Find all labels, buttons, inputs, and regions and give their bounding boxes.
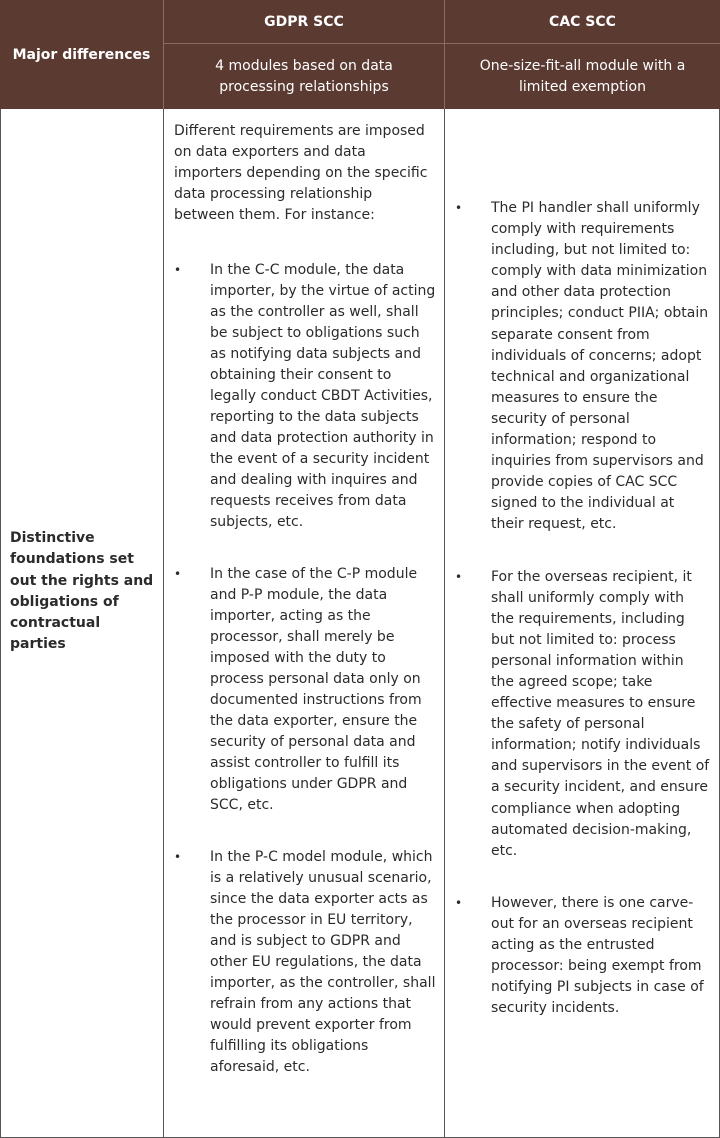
header-gdpr-subtitle: 4 modules based on data processing relationships bbox=[215, 58, 393, 95]
list-item bbox=[174, 260, 436, 533]
list-item-text: In the C-C module, the data importer, by the virtue of acting as the controller as well, shall be subject to obligations such as notifying data subjects and obtaining their consent to legally conduct CBDT Activities, reporting to the data subjects and data protection authority in the event of a security incident and dealing with inquires and requests receives from data subjects, etc. bbox=[210, 262, 436, 530]
bullet-icon: • bbox=[455, 569, 463, 584]
list-item bbox=[455, 198, 710, 536]
cac-cell bbox=[455, 198, 710, 1019]
bullet-icon: • bbox=[174, 850, 182, 864]
list-item bbox=[174, 564, 436, 816]
table-header bbox=[0, 0, 720, 109]
bullet-icon: • bbox=[455, 201, 463, 215]
header-gdpr-title: GDPR SCC bbox=[164, 0, 444, 44]
bullet-icon: • bbox=[174, 567, 182, 581]
list-item-text: In the case of the C-P module and P-P module, the data importer, acting as the processor, shall merely be imposed with the duty to process personal data only on documented instructions from the data exporter, ensure the security of personal data and assist controller to fulfill its obligations under GDPR and SCC, etc. bbox=[210, 566, 422, 813]
header-divider bbox=[444, 0, 445, 109]
list-item bbox=[455, 893, 710, 1020]
header-divider bbox=[163, 0, 164, 109]
list-item bbox=[455, 567, 710, 862]
header-cac-title: CAC SCC bbox=[445, 0, 720, 44]
list-item-text: However, there is one carve-out for an overseas recipient acting as the entrusted processor: being exempt from notifying PI subjects in case of security incidents. bbox=[491, 894, 704, 1017]
column-divider bbox=[163, 109, 164, 1138]
bullet-icon: • bbox=[174, 263, 182, 277]
list-item-text: In the P-C model module, which is a relatively unusual scenario, since the data exporter acts as the processor in EU territory, and is subject to GDPR and other EU regulations, the data importer, as the controller, shall refrain from any actions that would prevent exporter from fulfilling its obligations aforesaid, etc. bbox=[210, 849, 436, 1075]
gdpr-cell bbox=[174, 121, 436, 1078]
list-item-text: The PI handler shall uniformly comply with requirements including, but not limited to: comply with data minimization and other data protection principles; conduct PIIA; obtain separate consent from individuals of concerns; adopt technical and organizational measures to ensure the security of personal information; respond to inquiries from supervisors and provide copies of CAC SCC signed to the individual at their request, etc. bbox=[491, 200, 709, 533]
header-row-label: Major differences bbox=[12, 46, 151, 63]
gdpr-intro: Different requirements are imposed on data exporters and data importers depending on the specific data processing relationship between them. For instance: bbox=[174, 123, 428, 223]
bullet-icon: • bbox=[455, 895, 463, 910]
row-label: Distinctive foundations set out the rights and obligations of contractual parties bbox=[10, 530, 154, 653]
list-item-text: For the overseas recipient, it shall uniformly comply with the requirements, including but not limited to: process personal information within the agreed scope; take effective measures to ensure the safety of personal information; notify individuals and supervisors in the event of a security incident, and ensure compliance when adopting automated decision-making, etc. bbox=[491, 568, 710, 859]
list-item bbox=[174, 847, 436, 1078]
header-cac-subtitle: One-size-fit-all module with a limited exemption bbox=[479, 58, 686, 95]
column-divider bbox=[444, 109, 445, 1138]
